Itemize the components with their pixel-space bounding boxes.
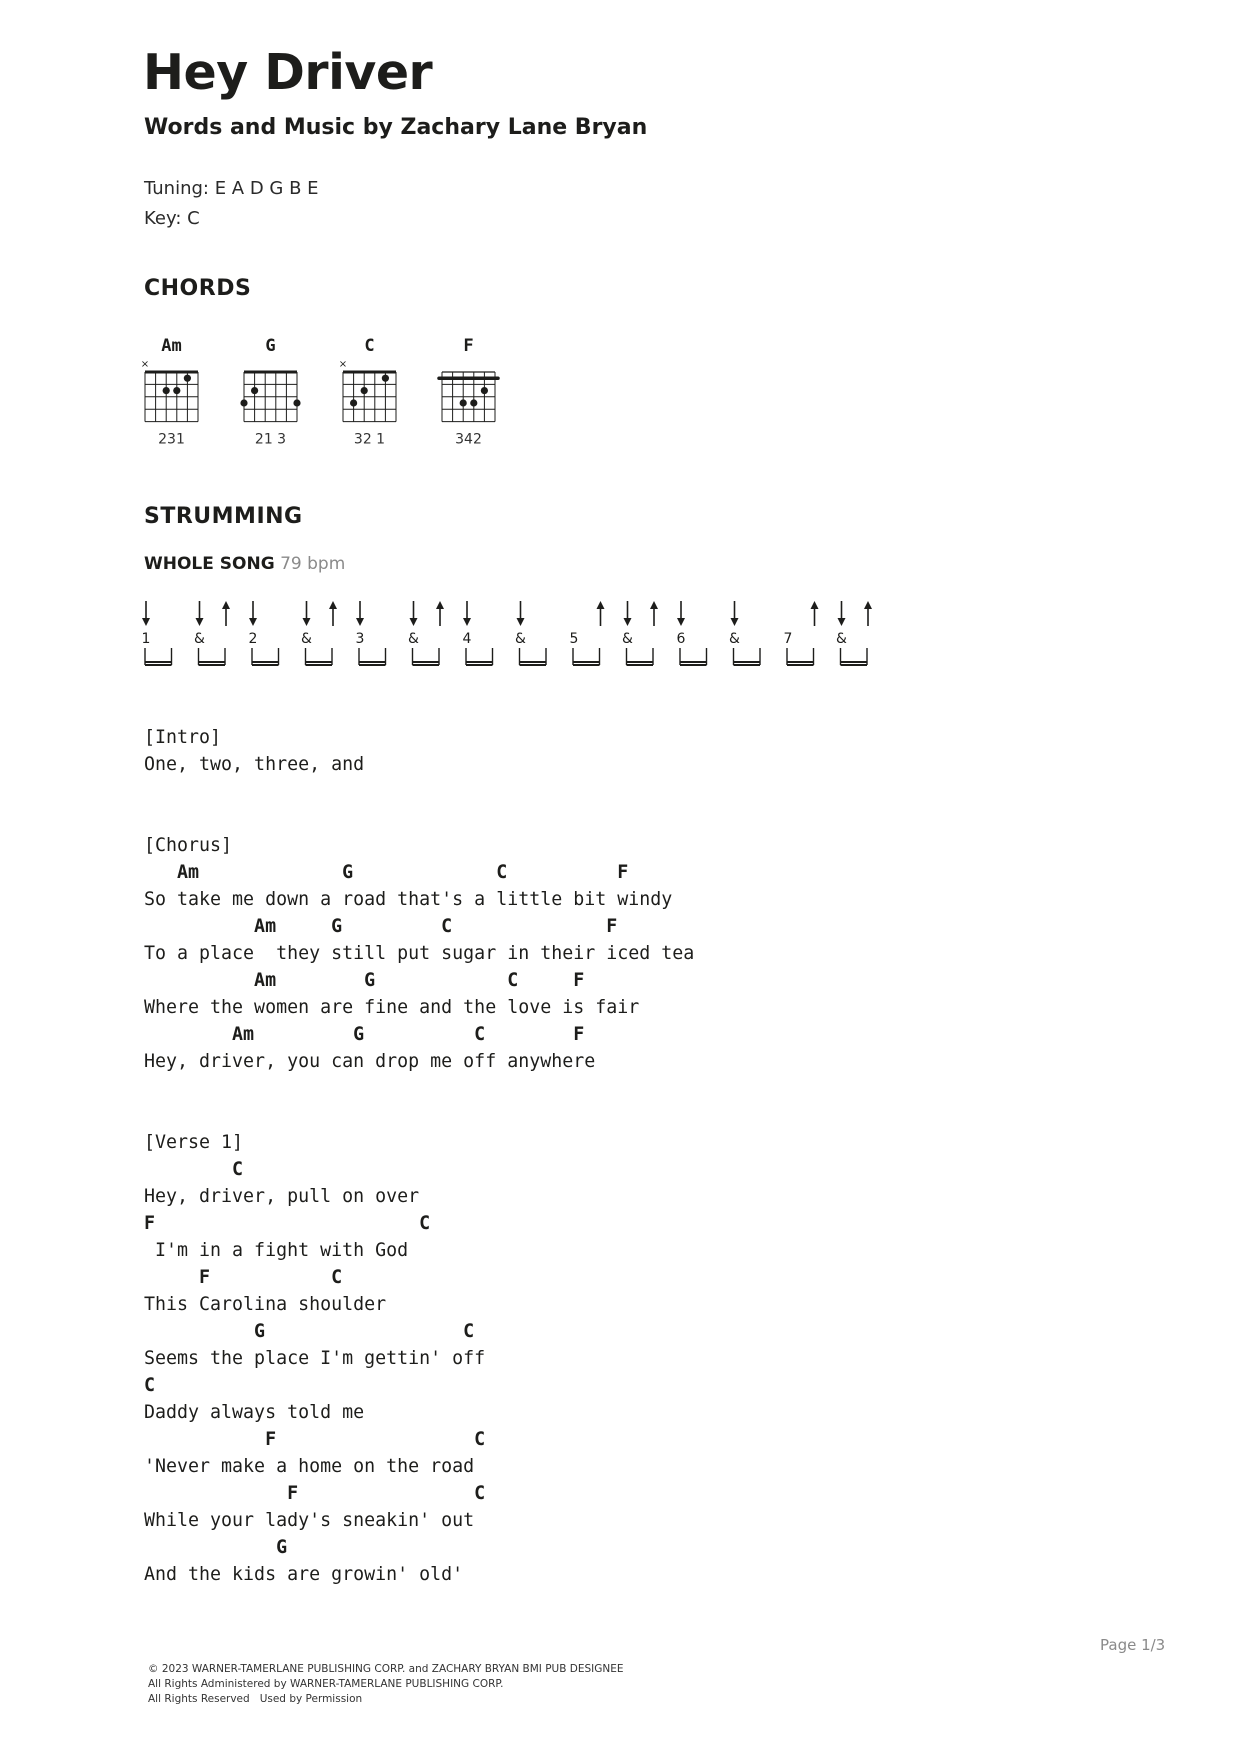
beat-count-label: & xyxy=(515,631,526,647)
down-strum-arrow xyxy=(838,601,846,626)
down-strum-arrow xyxy=(410,601,418,626)
down-strum-arrow xyxy=(303,601,311,626)
finger-dot xyxy=(481,387,488,394)
chord-name: C xyxy=(364,336,375,356)
chords-heading: CHORDS xyxy=(144,276,252,301)
beat-count-label: & xyxy=(836,631,847,647)
copyright-line: All Rights Reserved Used by Permission xyxy=(148,1693,363,1705)
lyric-line: Hey, driver, you can drop me off anywhere xyxy=(144,1051,596,1072)
beat-count-label: 3 xyxy=(355,631,365,647)
lyric-line: And the kids are growin' old' xyxy=(144,1564,464,1585)
beam-pair xyxy=(787,648,814,665)
chord-fingering: 32 1 xyxy=(353,431,386,448)
beam-pair xyxy=(627,648,654,665)
finger-dot xyxy=(382,375,389,382)
finger-dot xyxy=(251,387,258,394)
up-strum-arrow xyxy=(811,601,819,626)
chord-name: Am xyxy=(161,336,182,356)
lyric-line: To a place they still put sugar in their iced tea xyxy=(144,943,695,964)
lyric-line: Daddy always told me xyxy=(144,1402,365,1423)
beat-count-label: & xyxy=(622,631,633,647)
beat-count-label: & xyxy=(301,631,312,647)
beam-pair xyxy=(734,648,761,665)
up-strum-arrow xyxy=(650,601,658,626)
beam-pair xyxy=(573,648,600,665)
chord-diagrams xyxy=(130,332,530,462)
beam-pair xyxy=(252,648,279,665)
chord-line: C xyxy=(144,1375,156,1396)
chord-line: F C xyxy=(144,1213,431,1234)
beam-pair xyxy=(145,648,172,665)
chord-fingering: 21 3 xyxy=(254,431,287,448)
finger-dot xyxy=(470,399,477,406)
chord-name: F xyxy=(463,336,474,356)
finger-dot xyxy=(460,399,467,406)
beat-count-label: 2 xyxy=(248,631,258,647)
lyric-line: Where the women are fine and the love is fair xyxy=(144,997,640,1018)
chord-line: G C xyxy=(144,1321,475,1342)
copyright-line: All Rights Administered by WARNER-TAMERLANE PUBLISHING CORP. xyxy=(148,1678,504,1690)
up-strum-arrow xyxy=(222,601,230,626)
chord-line: Am G C F xyxy=(144,970,585,991)
copyright-notice xyxy=(148,1662,624,1707)
up-strum-arrow xyxy=(436,601,444,626)
blank-line xyxy=(144,805,694,832)
beam-pair xyxy=(359,648,386,665)
chord-name: G xyxy=(265,336,276,356)
down-strum-arrow xyxy=(356,601,364,626)
lyrics-sheet xyxy=(144,724,694,1588)
beam-pair xyxy=(520,648,547,665)
beam-pair xyxy=(306,648,333,665)
chord-line: F C xyxy=(144,1483,486,1504)
song-credits: Words and Music by Zachary Lane Bryan xyxy=(144,115,648,140)
blank-line xyxy=(144,778,694,805)
beat-count-label: & xyxy=(194,631,205,647)
beat-count-label: 4 xyxy=(462,631,472,647)
chord-fingering: 342 xyxy=(455,431,482,448)
blank-line xyxy=(144,1075,694,1102)
muted-string-marker: × xyxy=(140,359,150,370)
finger-dot xyxy=(350,399,357,406)
down-strum-arrow xyxy=(249,601,257,626)
strum-section-name: WHOLE SONG xyxy=(144,554,275,574)
finger-dot xyxy=(293,399,300,406)
chord-line: Am G C F xyxy=(144,916,618,937)
chord-line: C xyxy=(144,1159,244,1180)
key-label: Key: C xyxy=(144,208,200,229)
lyric-line: Hey, driver, pull on over xyxy=(144,1186,420,1207)
strum-pattern-label xyxy=(144,556,345,573)
down-strum-arrow xyxy=(142,601,150,626)
chord-line: F C xyxy=(144,1429,486,1450)
blank-line xyxy=(144,1102,694,1129)
copyright-line: © 2023 WARNER-TAMERLANE PUBLISHING CORP. and ZACHARY BRYAN BMI PUB DESIGNEE xyxy=(148,1663,624,1675)
down-strum-arrow xyxy=(196,601,204,626)
beat-count-label: 5 xyxy=(569,631,579,647)
finger-dot xyxy=(184,375,191,382)
lyric-line: Seems the place I'm gettin' off xyxy=(144,1348,486,1369)
beam-pair xyxy=(413,648,440,665)
finger-dot xyxy=(240,399,247,406)
section-label: [Verse 1] xyxy=(144,1132,244,1153)
beam-pair xyxy=(466,648,493,665)
down-strum-arrow xyxy=(624,601,632,626)
beam-pair xyxy=(680,648,707,665)
chord-diagram-f xyxy=(439,336,498,448)
beat-count-label: & xyxy=(408,631,419,647)
song-title: Hey Driver xyxy=(143,44,433,101)
section-label: [Chorus] xyxy=(144,835,233,856)
muted-string-marker: × xyxy=(338,359,348,370)
lyric-line: I'm in a fight with God xyxy=(144,1240,409,1261)
up-strum-arrow xyxy=(597,601,605,626)
beat-count-label: 1 xyxy=(141,631,151,647)
down-strum-arrow xyxy=(463,601,471,626)
beat-count-label: & xyxy=(729,631,740,647)
beat-count-label: 7 xyxy=(783,631,793,647)
chord-diagram-c xyxy=(339,336,396,448)
chord-line: F C xyxy=(144,1267,343,1288)
down-strum-arrow xyxy=(731,601,739,626)
lyric-line: This Carolina shoulder xyxy=(144,1294,387,1315)
lyric-line: One, two, three, and xyxy=(144,754,365,775)
beam-pair xyxy=(199,648,226,665)
chord-diagram-g xyxy=(240,336,300,448)
beam-pair xyxy=(841,648,868,665)
lyric-line: So take me down a road that's a little bit windy xyxy=(144,889,673,910)
chord-fingering: 231 xyxy=(158,431,185,448)
lyric-line: While your lady's sneakin' out xyxy=(144,1510,475,1531)
strum-pattern xyxy=(130,598,910,678)
page-number: Page 1/3 xyxy=(1100,1636,1166,1654)
finger-dot xyxy=(361,387,368,394)
down-strum-arrow xyxy=(517,601,525,626)
chord-diagram-am xyxy=(141,336,198,448)
lyric-line: 'Never make a home on the road xyxy=(144,1456,475,1477)
tempo-label: 79 bpm xyxy=(280,554,346,574)
section-label: [Intro] xyxy=(144,727,222,748)
finger-dot xyxy=(173,387,180,394)
chord-line: Am G C F xyxy=(144,862,629,883)
chord-line: Am G C F xyxy=(144,1024,585,1045)
down-strum-arrow xyxy=(677,601,685,626)
finger-dot xyxy=(163,387,170,394)
chord-line: G xyxy=(144,1537,288,1558)
strumming-heading: STRUMMING xyxy=(144,504,303,529)
beat-count-label: 6 xyxy=(676,631,686,647)
up-strum-arrow xyxy=(864,601,872,626)
tuning-label: Tuning: E A D G B E xyxy=(144,178,319,199)
up-strum-arrow xyxy=(329,601,337,626)
